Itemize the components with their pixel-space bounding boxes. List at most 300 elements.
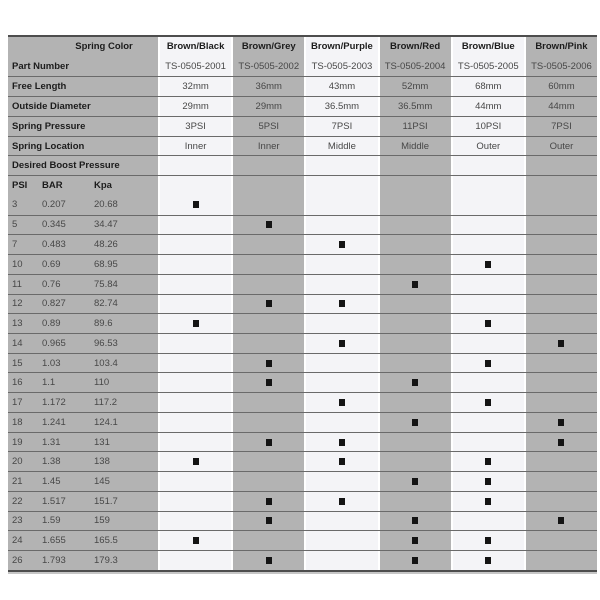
empty-cell (231, 334, 304, 353)
boost-value: 151.7 (94, 495, 118, 507)
boost-value: 20.68 (94, 199, 118, 211)
empty-cell (524, 472, 597, 491)
empty-cell (158, 472, 231, 491)
boost-row (8, 511, 597, 531)
empty-cell (231, 314, 304, 333)
marker-cell (451, 531, 524, 550)
boost-value: 110 (94, 377, 110, 389)
boost-values (8, 492, 158, 511)
empty-cell (231, 195, 304, 215)
boost-value: 0.965 (42, 337, 66, 349)
boost-value: 18 (12, 416, 23, 428)
column-header-5: Brown/Blue (451, 37, 524, 57)
empty-cell (304, 314, 377, 333)
empty-cell (158, 492, 231, 511)
empty-cell (304, 195, 377, 215)
marker-cell (378, 413, 451, 432)
empty-cell (451, 216, 524, 235)
boost-row (8, 432, 597, 452)
row-label: Outside Diameter (8, 97, 158, 116)
boost-value: 3 (12, 199, 18, 211)
column-header-2: Brown/Grey (231, 37, 304, 57)
spec-row (8, 116, 597, 136)
spring-marker-icon (558, 439, 564, 446)
empty-cell (451, 275, 524, 294)
row-label: Free Length (8, 77, 158, 96)
marker-cell (524, 512, 597, 531)
boost-values (8, 531, 158, 550)
spring-marker-icon (193, 458, 199, 465)
empty-cell (231, 235, 304, 254)
marker-cell (524, 433, 597, 452)
spec-value: TS-0505-2005 (451, 57, 524, 77)
boost-values (8, 255, 158, 274)
empty-cell (451, 176, 524, 195)
marker-cell (304, 433, 377, 452)
spec-value: 52mm (378, 77, 451, 96)
boost-value: 96.53 (94, 337, 118, 349)
boost-row (8, 234, 597, 254)
empty-cell (304, 551, 377, 570)
boost-value: 23 (12, 515, 23, 527)
empty-cell (304, 373, 377, 392)
empty-cell (304, 472, 377, 491)
empty-cell (158, 413, 231, 432)
empty-cell (231, 531, 304, 550)
marker-cell (158, 314, 231, 333)
marker-cell (231, 551, 304, 570)
spec-value: TS-0505-2004 (378, 57, 451, 77)
marker-cell (451, 393, 524, 412)
boost-value: 20 (12, 456, 23, 468)
boost-value: 1.517 (42, 495, 66, 507)
spring-marker-icon (485, 478, 491, 485)
column-header-3: Brown/Purple (304, 37, 377, 57)
boost-value: 165.5 (94, 535, 118, 547)
spec-value: Middle (304, 137, 377, 156)
empty-cell (304, 216, 377, 235)
boost-value: 0.483 (42, 239, 66, 251)
spring-marker-icon (485, 537, 491, 544)
empty-cell (231, 176, 304, 195)
boost-row (8, 372, 597, 392)
empty-cell (158, 275, 231, 294)
boost-value: 1.793 (42, 554, 66, 566)
boost-row (8, 392, 597, 412)
boost-value: 12 (12, 298, 23, 310)
boost-row (8, 254, 597, 274)
boost-values (8, 216, 158, 235)
empty-cell (524, 452, 597, 471)
unit-label: BAR (42, 180, 63, 191)
boost-value: 1.172 (42, 397, 66, 409)
spring-marker-icon (412, 379, 418, 386)
empty-cell (231, 472, 304, 491)
empty-cell (524, 314, 597, 333)
marker-cell (231, 354, 304, 373)
spring-color-header: Spring Color (8, 37, 158, 57)
empty-cell (524, 275, 597, 294)
empty-cell (158, 354, 231, 373)
spec-value: 43mm (304, 77, 377, 96)
marker-cell (304, 452, 377, 471)
boost-row (8, 530, 597, 550)
spec-value: Outer (524, 137, 597, 156)
spec-value: 11PSI (378, 117, 451, 136)
boost-values (8, 393, 158, 412)
empty-cell (378, 176, 451, 195)
spring-marker-icon (412, 557, 418, 564)
spring-marker-icon (412, 419, 418, 426)
spec-value: TS-0505-2002 (231, 57, 304, 77)
marker-cell (378, 275, 451, 294)
spring-marker-icon (412, 281, 418, 288)
boost-values (8, 314, 158, 333)
boost-value: 26 (12, 554, 23, 566)
marker-cell (524, 413, 597, 432)
boost-value: 21 (12, 476, 23, 488)
spring-marker-icon (266, 517, 272, 524)
spring-marker-icon (412, 517, 418, 524)
spring-marker-icon (485, 320, 491, 327)
spring-marker-icon (193, 201, 199, 208)
boost-row (8, 471, 597, 491)
spring-marker-icon (339, 399, 345, 406)
empty-cell (304, 156, 377, 175)
boost-rows (8, 195, 597, 570)
empty-cell (378, 492, 451, 511)
empty-cell (304, 512, 377, 531)
spring-marker-icon (266, 439, 272, 446)
empty-cell (378, 295, 451, 314)
spec-row (8, 136, 597, 156)
spec-row (8, 57, 597, 77)
marker-cell (231, 295, 304, 314)
spec-value: Middle (378, 137, 451, 156)
empty-cell (451, 295, 524, 314)
spring-marker-icon (558, 419, 564, 426)
spec-value: Outer (451, 137, 524, 156)
boost-values (8, 235, 158, 254)
spec-value: 5PSI (231, 117, 304, 136)
empty-cell (524, 551, 597, 570)
boost-value: 11 (12, 278, 22, 290)
marker-cell (304, 492, 377, 511)
boost-value: 68.95 (94, 258, 118, 270)
spring-marker-icon (412, 478, 418, 485)
spec-value: 60mm (524, 77, 597, 96)
spring-marker-icon (266, 221, 272, 228)
boost-value: 1.241 (42, 416, 66, 428)
empty-cell (158, 255, 231, 274)
boost-value: 1.655 (42, 535, 66, 547)
boost-value: 82.74 (94, 298, 118, 310)
boost-values (8, 472, 158, 491)
empty-cell (378, 255, 451, 274)
boost-value: 89.6 (94, 318, 113, 330)
empty-cell (524, 531, 597, 550)
spring-marker-icon (266, 498, 272, 505)
boost-values (8, 373, 158, 392)
empty-cell (158, 156, 231, 175)
boost-row (8, 353, 597, 373)
boost-value: 22 (12, 495, 23, 507)
marker-cell (231, 492, 304, 511)
boost-row (8, 550, 597, 570)
boost-value: 1.31 (42, 436, 61, 448)
boost-row (8, 274, 597, 294)
boost-values (8, 551, 158, 570)
boost-row (8, 412, 597, 432)
spec-row (8, 76, 597, 96)
empty-cell (451, 195, 524, 215)
empty-cell (524, 156, 597, 175)
marker-cell (451, 551, 524, 570)
empty-cell (524, 492, 597, 511)
boost-value: 117.2 (94, 397, 118, 409)
marker-cell (378, 512, 451, 531)
boost-value: 13 (12, 318, 23, 330)
boost-row (8, 215, 597, 235)
empty-cell (231, 393, 304, 412)
spec-value: TS-0505-2001 (158, 57, 231, 77)
boost-value: 0.69 (42, 258, 61, 270)
empty-cell (304, 413, 377, 432)
empty-cell (378, 354, 451, 373)
spec-value: 44mm (451, 97, 524, 116)
boost-value: 0.89 (42, 318, 61, 330)
boost-value: 103.4 (94, 357, 118, 369)
boost-values (8, 275, 158, 294)
boost-values (8, 452, 158, 471)
boost-values (8, 413, 158, 432)
spec-value: 29mm (231, 97, 304, 116)
boost-value: 131 (94, 436, 110, 448)
marker-cell (378, 472, 451, 491)
spec-value: 44mm (524, 97, 597, 116)
row-label: Spring Pressure (8, 117, 158, 136)
boost-values (8, 195, 158, 215)
boost-row (8, 294, 597, 314)
boost-value: 14 (12, 337, 23, 349)
boost-value: 19 (12, 436, 23, 448)
spring-spec-table (8, 35, 597, 572)
empty-cell (378, 393, 451, 412)
spring-marker-icon (339, 241, 345, 248)
marker-cell (451, 255, 524, 274)
boost-value: 16 (12, 377, 23, 389)
boost-value: 124.1 (94, 416, 118, 428)
empty-cell (524, 295, 597, 314)
boost-value: 17 (12, 397, 23, 409)
marker-cell (451, 492, 524, 511)
empty-cell (524, 255, 597, 274)
marker-cell (304, 295, 377, 314)
marker-cell (524, 334, 597, 353)
spring-marker-icon (339, 498, 345, 505)
spring-marker-icon (558, 340, 564, 347)
empty-cell (158, 433, 231, 452)
unit-headers (8, 176, 158, 195)
empty-cell (304, 354, 377, 373)
boost-value: 1.59 (42, 515, 61, 527)
empty-cell (231, 255, 304, 274)
spec-value: 7PSI (524, 117, 597, 136)
empty-cell (158, 295, 231, 314)
spec-value: 32mm (158, 77, 231, 96)
empty-cell (524, 373, 597, 392)
boost-value: 48.26 (94, 239, 118, 251)
spec-value: 29mm (158, 97, 231, 116)
boost-value: 1.38 (42, 456, 61, 468)
unit-header-row (8, 175, 597, 195)
marker-cell (158, 531, 231, 550)
boost-value: 7 (12, 239, 18, 251)
marker-cell (231, 216, 304, 235)
empty-cell (231, 452, 304, 471)
spring-marker-icon (485, 458, 491, 465)
spec-value: 36mm (231, 77, 304, 96)
empty-cell (231, 156, 304, 175)
spring-marker-icon (193, 537, 199, 544)
boost-title-row (8, 155, 597, 175)
boost-value: 10 (12, 258, 23, 270)
boost-values (8, 354, 158, 373)
empty-cell (304, 255, 377, 274)
row-label: Part Number (8, 57, 158, 77)
spring-marker-icon (339, 458, 345, 465)
spring-marker-icon (485, 399, 491, 406)
spec-value: TS-0505-2003 (304, 57, 377, 77)
empty-cell (451, 235, 524, 254)
spec-value: Inner (158, 137, 231, 156)
empty-cell (378, 156, 451, 175)
empty-cell (524, 354, 597, 373)
boost-value: 15 (12, 357, 23, 369)
boost-value: 145 (94, 476, 110, 488)
spec-row (8, 96, 597, 116)
spec-value: TS-0505-2006 (524, 57, 597, 77)
row-label: Spring Location (8, 137, 158, 156)
boost-values (8, 334, 158, 353)
empty-cell (524, 235, 597, 254)
boost-value: 0.76 (42, 278, 61, 290)
empty-cell (231, 275, 304, 294)
marker-cell (304, 334, 377, 353)
spring-marker-icon (339, 340, 345, 347)
empty-cell (158, 373, 231, 392)
boost-value: 0.827 (42, 298, 66, 310)
empty-cell (158, 216, 231, 235)
boost-values (8, 295, 158, 314)
boost-value: 1.03 (42, 357, 61, 369)
empty-cell (158, 393, 231, 412)
spring-marker-icon (485, 360, 491, 367)
empty-cell (451, 433, 524, 452)
unit-label: PSI (12, 180, 28, 191)
spring-marker-icon (193, 320, 199, 327)
marker-cell (158, 195, 231, 215)
spec-value: 68mm (451, 77, 524, 96)
spring-marker-icon (266, 379, 272, 386)
spec-rows (8, 57, 597, 156)
empty-cell (378, 334, 451, 353)
spring-marker-icon (266, 557, 272, 564)
empty-cell (158, 176, 231, 195)
empty-cell (378, 216, 451, 235)
unit-label: Kpa (94, 180, 112, 191)
boost-value: 1.45 (42, 476, 61, 488)
spring-marker-icon (485, 498, 491, 505)
empty-cell (304, 176, 377, 195)
spring-marker-icon (266, 360, 272, 367)
marker-cell (304, 393, 377, 412)
boost-value: 0.207 (42, 199, 66, 211)
empty-cell (304, 531, 377, 550)
empty-cell (451, 334, 524, 353)
empty-cell (378, 195, 451, 215)
spec-value: Inner (231, 137, 304, 156)
marker-cell (231, 512, 304, 531)
marker-cell (158, 452, 231, 471)
spring-marker-icon (266, 300, 272, 307)
boost-row (8, 333, 597, 353)
spec-value: 10PSI (451, 117, 524, 136)
empty-cell (451, 413, 524, 432)
empty-cell (158, 334, 231, 353)
marker-cell (378, 531, 451, 550)
empty-cell (378, 314, 451, 333)
empty-cell (231, 413, 304, 432)
empty-cell (524, 176, 597, 195)
boost-row (8, 491, 597, 511)
empty-cell (304, 275, 377, 294)
empty-cell (524, 393, 597, 412)
boost-row (8, 195, 597, 215)
empty-cell (451, 373, 524, 392)
boost-row (8, 313, 597, 333)
boost-values (8, 512, 158, 531)
column-header-4: Brown/Red (378, 37, 451, 57)
spec-value: 3PSI (158, 117, 231, 136)
marker-cell (304, 235, 377, 254)
marker-cell (378, 551, 451, 570)
spring-marker-icon (339, 300, 345, 307)
marker-cell (451, 452, 524, 471)
marker-cell (451, 314, 524, 333)
spec-value: 36.5mm (378, 97, 451, 116)
spring-marker-icon (412, 537, 418, 544)
spec-value: 36.5mm (304, 97, 377, 116)
spec-value: 7PSI (304, 117, 377, 136)
empty-cell (158, 551, 231, 570)
boost-value: 179.3 (94, 554, 118, 566)
empty-cell (158, 512, 231, 531)
spring-marker-icon (339, 439, 345, 446)
spring-marker-icon (558, 517, 564, 524)
spring-marker-icon (485, 557, 491, 564)
header-row (8, 37, 597, 57)
boost-value: 1.1 (42, 377, 56, 389)
boost-title: Desired Boost Pressure (8, 156, 158, 175)
empty-cell (524, 216, 597, 235)
empty-cell (524, 195, 597, 215)
boost-value: 34.47 (94, 219, 118, 231)
spring-marker-icon (485, 261, 491, 268)
marker-cell (231, 373, 304, 392)
marker-cell (451, 354, 524, 373)
boost-value: 24 (12, 535, 23, 547)
